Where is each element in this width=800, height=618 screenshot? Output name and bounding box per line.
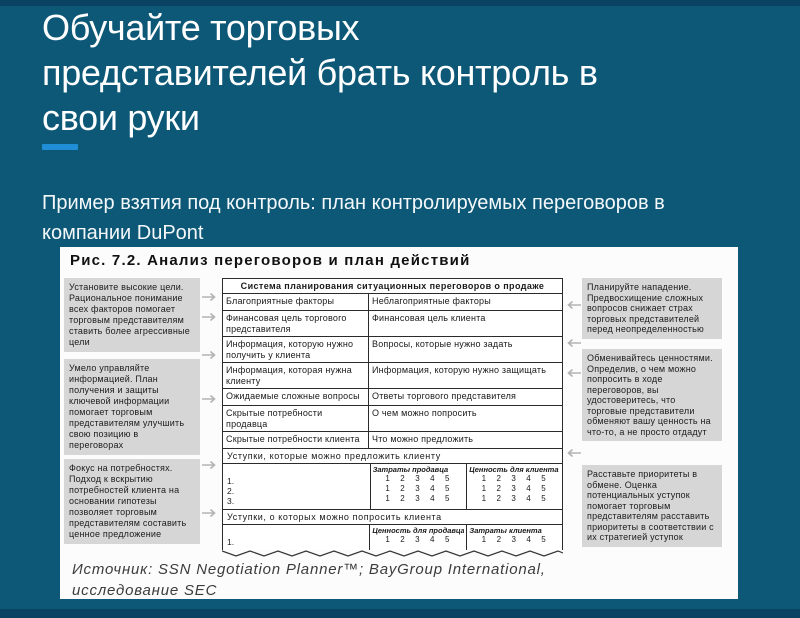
table-cell-left: Скрытые потребности клиента [223,432,369,448]
rating-column-client-value [466,464,562,509]
arrow-right-icon [201,457,219,467]
concession-item: 2. [227,486,235,496]
arrow-left-icon [564,365,582,375]
table-cell-left: Информация, которая нужна клиенту [223,363,369,388]
arrow-left-icon [564,297,582,307]
concession-items [223,464,370,509]
rating-column-seller-value [369,525,466,550]
slide-title-line-1: Обучайте торговых [42,7,360,48]
table-row [223,311,562,337]
note-box-prioritize-exchange: Расставьте приоритеты в обмене. Оценка потенциальных уступок помогает торговым представителям расставить приоритеты в соответствии с их стратегией уступок [582,465,722,547]
rating-scale: 1 2 3 4 5 [481,494,548,503]
figure-source [72,559,702,601]
rating-scale: 1 2 3 4 5 [385,474,452,483]
rating-scale: 1 2 3 4 5 [385,535,452,544]
table-cell-left: Скрытые потребности продавца [223,406,369,431]
slide-subtitle-line-2: компании DuPont [42,222,204,244]
planning-table [222,278,563,558]
rating-column-label: Ценность для продавца [372,526,465,535]
table-cell-left: Благоприятные факторы [223,294,369,310]
table-row [223,389,562,406]
table-cell-right: О чем можно попросить [372,408,477,418]
concession-item: 1. [227,476,235,486]
concession-items [223,525,369,550]
concessions-offer-title: Уступки, которые можно предложить клиенту [223,449,562,464]
table-header: Система планирования ситуационных переговоров о продаже [223,279,562,294]
arrow-right-icon [201,289,219,299]
rating-column-client-cost [466,525,562,550]
table-cell-left: Ожидаемые сложные вопросы [223,389,369,405]
accent-dash [42,144,78,150]
rating-scale: 1 2 3 4 5 [385,494,452,503]
table-cell-right: Ответы торгового представителя [372,391,517,401]
rating-column-label: Затраты продавца [372,465,449,474]
arrow-left-icon [564,335,582,345]
figure-source-line-1: Источник: SSN Negotiation Planner™; BayGroup International, [72,561,546,578]
slide-subtitle-line-1: Пример взятия под контроль: план контролируемых переговоров в [42,192,665,214]
figure-source-line-2: исследование SEC [72,582,218,599]
note-box-set-high-goals: Установите высокие цели. Рациональное понимание всех факторов помогает торговым представителям ставить более агрессивные цели [64,278,200,352]
figure-image [60,247,738,599]
table-row [223,337,562,363]
note-box-manage-information: Умело управляйте информацией. План получения и защиты ключевой информации помогает торговым представителям улучшить свою позицию в переговорах [64,359,200,455]
table-row [223,294,562,311]
concessions-ask-ratings [223,525,562,550]
concession-item: 1. [227,537,235,547]
slide-title-line-3: свои руки [42,97,200,138]
arrow-left-icon [564,445,582,455]
table-cell-right: Неблагоприятные факторы [372,296,491,306]
planning-table-grid [222,278,563,550]
table-cell-right: Информация, которую нужно защищать [372,365,547,375]
rating-column-label: Затраты клиента [469,526,542,535]
table-cell-left: Информация, которую нужно получить у клиента [223,337,369,362]
concessions-ask-title: Уступки, о которых можно попросить клиента [223,510,562,525]
table-row [223,432,562,449]
bottom-edge-strip [0,609,800,618]
table-cell-right: Финансовая цель клиента [372,313,486,323]
rating-scale: 1 2 3 4 5 [481,484,548,493]
rating-scale: 1 2 3 4 5 [385,484,452,493]
rating-column-label: Ценность для клиента [469,465,559,474]
note-box-focus-on-needs: Фокус на потребностях. Подход к вскрытию потребностей клиента на основании гипотезы позволяет торговым представителям составить ценное предложение [64,459,200,544]
arrow-right-icon [201,309,219,319]
slide-subtitle [42,188,742,248]
table-cell-right: Вопросы, которые нужно задать [372,339,513,349]
note-box-exchange-values: Обменивайтесь ценностями. Определив, о чем можно попросить в ходе переговоров, вы удостоверитесь, что торговые представители обменяют вашу ценность на что-то, а не просто отдадут [582,349,722,441]
table-cell-right: Что можно предложить [372,434,474,444]
slide-title [42,5,742,140]
concession-item: 3. [227,496,235,506]
rating-scale: 1 2 3 4 5 [481,535,548,544]
concessions-offer-ratings [223,464,562,510]
slide-title-line-2: представителей брать контроль в [42,52,598,93]
table-cell-left: Финансовая цель торгового представителя [223,311,369,336]
arrow-right-icon [201,347,219,357]
torn-edge-icon [222,550,563,558]
arrow-right-icon [201,505,219,515]
rating-column-seller-cost [370,464,467,509]
note-box-plan-attack: Планируйте нападение. Предвосхищение сложных вопросов снижает страх торговых представителей перед неопределенностью [582,278,722,339]
rating-scale: 1 2 3 4 5 [481,474,548,483]
table-row [223,406,562,432]
table-row [223,363,562,389]
arrow-right-icon [201,391,219,401]
figure-title: Рис. 7.2. Анализ переговоров и план действий [70,252,471,269]
